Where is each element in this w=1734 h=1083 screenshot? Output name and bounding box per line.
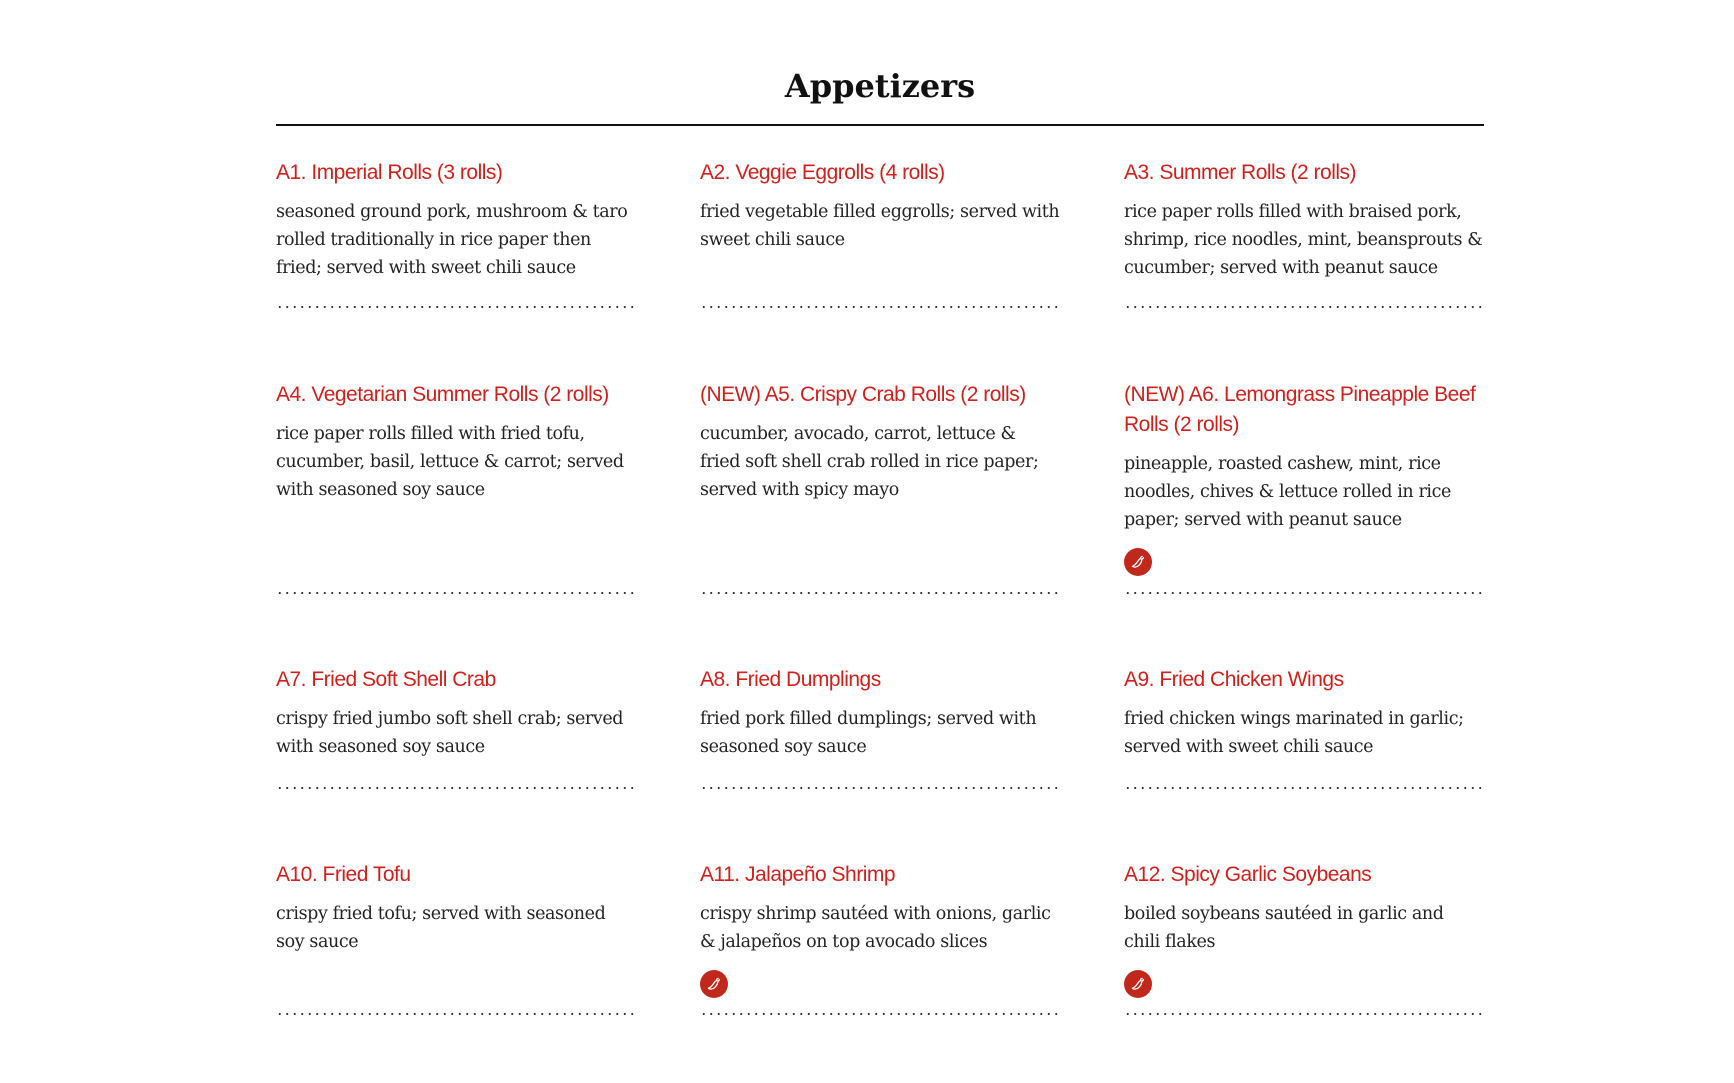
- dotted-divider: [276, 592, 636, 594]
- menu-item-a6: [1124, 380, 1484, 594]
- dotted-divider: [276, 787, 636, 789]
- chili-pepper-icon: [1124, 548, 1152, 576]
- chili-pepper-icon: [700, 970, 728, 998]
- menu-item-a7: [276, 665, 636, 789]
- menu-item-a4: [276, 380, 636, 594]
- menu-item-name: A2. Veggie Eggrolls (4 rolls): [700, 161, 945, 184]
- dotted-divider: [1124, 1013, 1484, 1015]
- menu-item-a10: [276, 860, 636, 1015]
- menu-item-name: A11. Jalapeño Shrimp: [700, 863, 896, 886]
- menu-item-description: fried vegetable filled eggrolls; served with sweet chili sauce: [700, 202, 1060, 250]
- chili-pepper-icon-glyph: [705, 975, 723, 993]
- menu-item-a5: [700, 380, 1060, 594]
- appetizers-section: [276, 0, 1484, 1015]
- menu-item-name: A8. Fried Dumplings: [700, 668, 881, 691]
- menu-item-description: pineapple, roasted cashew, mint, rice noodles, chives & lettuce rolled in rice paper; served with peanut sauce: [1124, 454, 1451, 530]
- menu-item-name: A9. Fried Chicken Wings: [1124, 668, 1344, 691]
- menu-item-a1: [276, 158, 636, 308]
- section-title: Appetizers: [784, 67, 976, 105]
- menu-item-name: (NEW) A6. Lemongrass Pineapple Beef Rolls (2 rolls): [1124, 383, 1476, 436]
- menu-item-name: A1. Imperial Rolls (3 rolls): [276, 161, 503, 184]
- dotted-divider: [700, 306, 1060, 308]
- menu-item-name: A7. Fried Soft Shell Crab: [276, 668, 496, 691]
- menu-item-description: rice paper rolls filled with fried tofu, cucumber, basil, lettuce & carrot; served with seasoned soy sauce: [276, 424, 624, 500]
- chili-pepper-icon: [1124, 970, 1152, 998]
- menu-item-name: A3. Summer Rolls (2 rolls): [1124, 161, 1357, 184]
- chili-pepper-icon-glyph: [1129, 553, 1147, 571]
- dotted-divider: [276, 1013, 636, 1015]
- menu-item-description: crispy fried tofu; served with seasoned soy sauce: [276, 904, 606, 952]
- menu-item-a2: [700, 158, 1060, 308]
- menu-item-description: fried pork filled dumplings; served with seasoned soy sauce: [700, 709, 1037, 757]
- menu-item-a9: [1124, 665, 1484, 789]
- dotted-divider: [700, 1013, 1060, 1015]
- menu-item-description: seasoned ground pork, mushroom & taro rolled traditionally in rice paper then fried; served with sweet chili sauce: [276, 202, 628, 278]
- menu-grid: [276, 158, 1484, 1015]
- menu-item-a11: [700, 860, 1060, 1015]
- menu-item-description: fried chicken wings marinated in garlic; served with sweet chili sauce: [1124, 709, 1464, 757]
- menu-item-description: cucumber, avocado, carrot, lettuce & fried soft shell crab rolled in rice paper; served with spicy mayo: [700, 424, 1039, 500]
- dotted-divider: [1124, 306, 1484, 308]
- title-divider: [276, 124, 1484, 126]
- menu-item-a3: [1124, 158, 1484, 308]
- menu-item-description: crispy shrimp sautéed with onions, garlic & jalapeños on top avocado slices: [700, 904, 1051, 952]
- dotted-divider: [700, 787, 1060, 789]
- dotted-divider: [1124, 592, 1484, 594]
- menu-item-a8: [700, 665, 1060, 789]
- menu-item-name: A4. Vegetarian Summer Rolls (2 rolls): [276, 383, 609, 406]
- menu-item-name: A10. Fried Tofu: [276, 863, 411, 886]
- menu-item-description: boiled soybeans sautéed in garlic and chili flakes: [1124, 904, 1444, 952]
- menu-item-description: crispy fried jumbo soft shell crab; served with seasoned soy sauce: [276, 709, 624, 757]
- menu-item-a12: [1124, 860, 1484, 1015]
- dotted-divider: [276, 306, 636, 308]
- menu-item-name: A12. Spicy Garlic Soybeans: [1124, 863, 1372, 886]
- chili-pepper-icon-glyph: [1129, 975, 1147, 993]
- dotted-divider: [1124, 787, 1484, 789]
- menu-item-description: rice paper rolls filled with braised pork, shrimp, rice noodles, mint, beansprouts & cucumber; served with peanut sauce: [1124, 202, 1483, 278]
- dotted-divider: [700, 592, 1060, 594]
- menu-item-name: (NEW) A5. Crispy Crab Rolls (2 rolls): [700, 383, 1026, 406]
